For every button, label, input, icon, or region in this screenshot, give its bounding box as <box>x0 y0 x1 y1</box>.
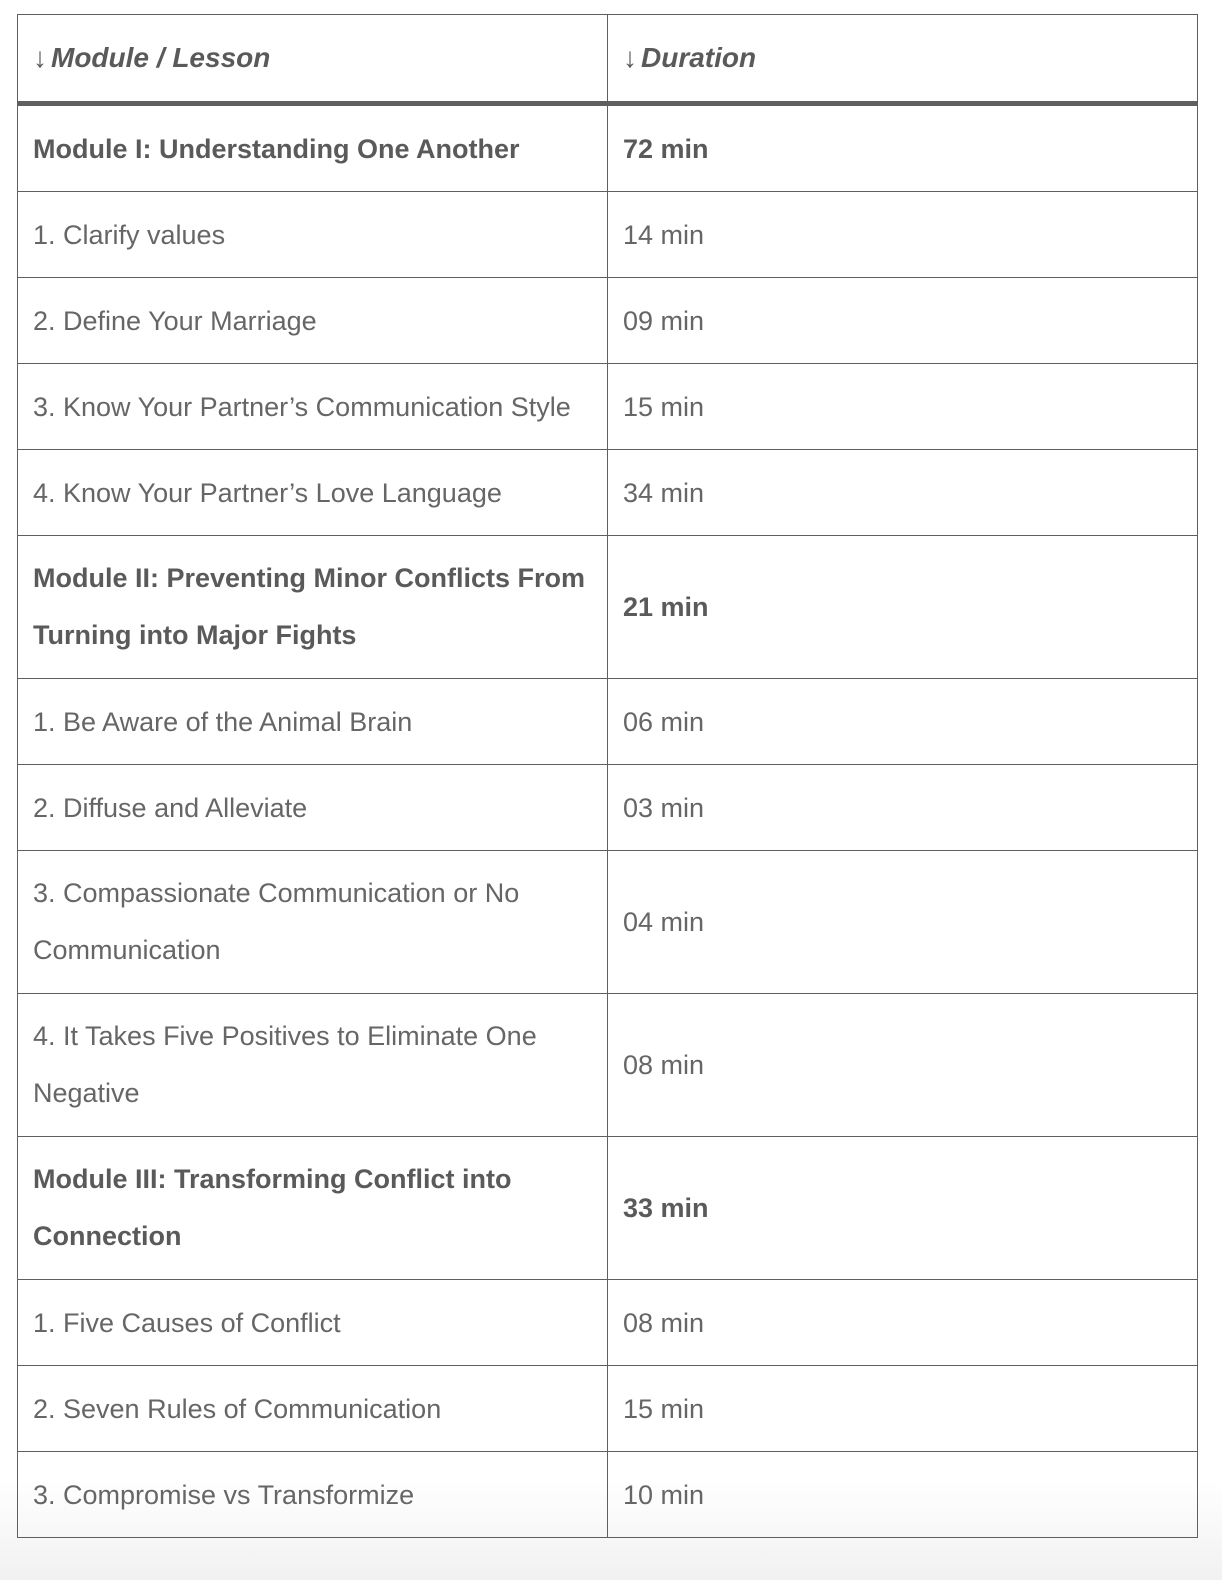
lesson-title: 4. Know Your Partner’s Love Language <box>18 450 608 536</box>
sort-down-arrow-icon[interactable]: ↓ <box>33 42 47 73</box>
lesson-row <box>18 851 1198 994</box>
lesson-duration: 14 min <box>608 192 1198 278</box>
lesson-row <box>18 450 1198 536</box>
column-header-module-lesson[interactable] <box>18 15 608 104</box>
module-row <box>18 104 1198 192</box>
lesson-title: 2. Seven Rules of Communication <box>18 1366 608 1452</box>
module-title: Module III: Transforming Conflict into Connection <box>18 1137 608 1280</box>
lesson-row <box>18 765 1198 851</box>
lesson-row <box>18 1366 1198 1452</box>
module-title: Module I: Understanding One Another <box>18 104 608 192</box>
column-header-duration[interactable] <box>608 15 1198 104</box>
module-duration: 72 min <box>608 104 1198 192</box>
lesson-duration: 15 min <box>608 364 1198 450</box>
lesson-row <box>18 679 1198 765</box>
lesson-duration: 03 min <box>608 765 1198 851</box>
lesson-row <box>18 1280 1198 1366</box>
lesson-duration: 04 min <box>608 851 1198 994</box>
lesson-title: 2. Diffuse and Alleviate <box>18 765 608 851</box>
lesson-title: 3. Know Your Partner’s Communication Style <box>18 364 608 450</box>
lesson-duration: 09 min <box>608 278 1198 364</box>
module-duration: 33 min <box>608 1137 1198 1280</box>
lesson-duration: 08 min <box>608 994 1198 1137</box>
lesson-title: 1. Clarify values <box>18 192 608 278</box>
lesson-title: 4. It Takes Five Positives to Eliminate One Negative <box>18 994 608 1137</box>
column-header-label: Duration <box>641 42 757 73</box>
module-title: Module II: Preventing Minor Conflicts From Turning into Major Fights <box>18 536 608 679</box>
course-curriculum-table <box>17 14 1198 1538</box>
module-duration: 21 min <box>608 536 1198 679</box>
lesson-title: 3. Compassionate Communication or No Communication <box>18 851 608 994</box>
lesson-title: 3. Compromise vs Transformize <box>18 1452 608 1538</box>
lesson-duration: 34 min <box>608 450 1198 536</box>
lesson-duration: 08 min <box>608 1280 1198 1366</box>
lesson-duration: 10 min <box>608 1452 1198 1538</box>
lesson-row <box>18 994 1198 1137</box>
module-row <box>18 1137 1198 1280</box>
lesson-duration: 15 min <box>608 1366 1198 1452</box>
lesson-title: 1. Five Causes of Conflict <box>18 1280 608 1366</box>
lesson-row <box>18 1452 1198 1538</box>
column-header-label: Module / Lesson <box>51 42 271 73</box>
lesson-duration: 06 min <box>608 679 1198 765</box>
module-row <box>18 536 1198 679</box>
sort-down-arrow-icon[interactable]: ↓ <box>623 42 637 73</box>
lesson-title: 2. Define Your Marriage <box>18 278 608 364</box>
lesson-row <box>18 192 1198 278</box>
lesson-row <box>18 364 1198 450</box>
table-header-row <box>18 15 1198 104</box>
lesson-row <box>18 278 1198 364</box>
lesson-title: 1. Be Aware of the Animal Brain <box>18 679 608 765</box>
